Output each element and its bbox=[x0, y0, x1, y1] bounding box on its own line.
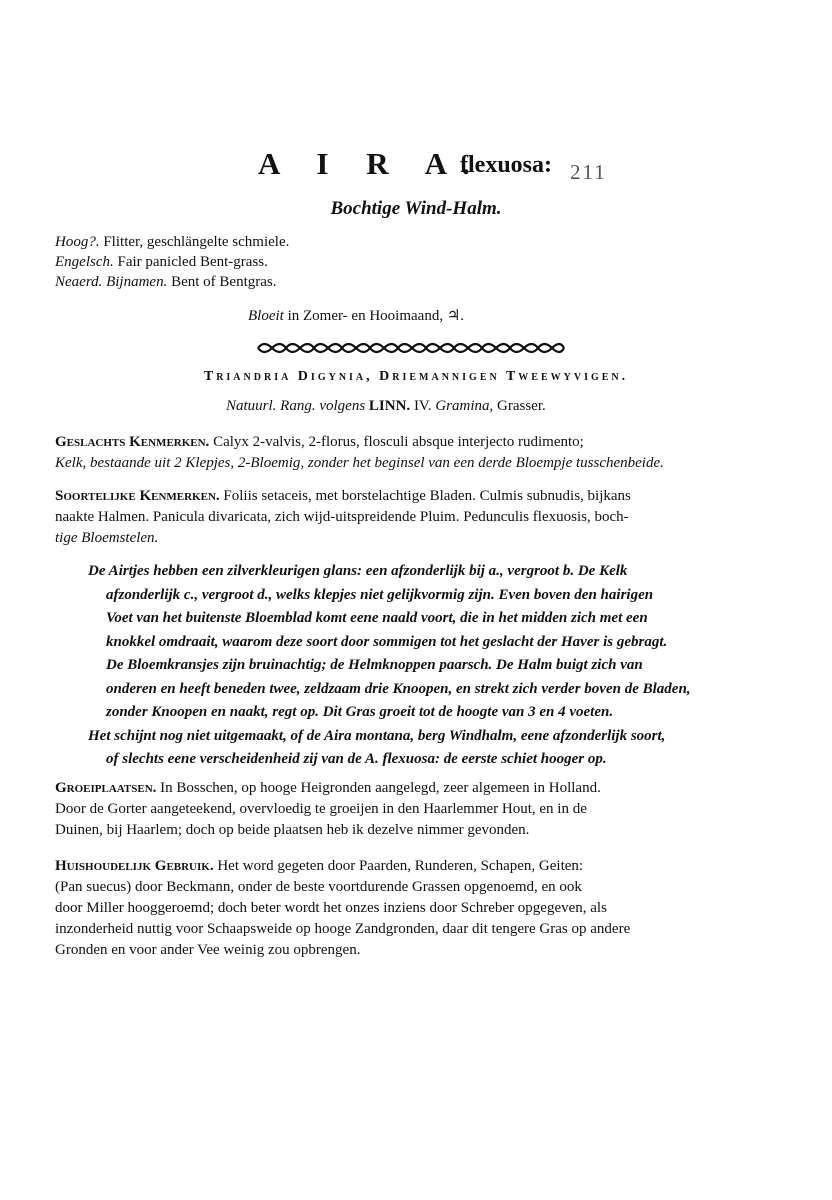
species-description bbox=[88, 560, 766, 772]
author-name: LINN. bbox=[368, 398, 411, 414]
description-line: De Bloemkransjes zijn bruinachtig; de Helmknoppen paarsch. De Halm buigt zich van bbox=[106, 657, 643, 673]
section-label: Groeiplaatsen. bbox=[55, 780, 157, 796]
common-names-list bbox=[55, 232, 289, 292]
ornament-divider bbox=[256, 338, 566, 358]
genus-name: A I R A. bbox=[258, 146, 485, 181]
paragraph-line: Het word gegeten door Paarden, Runderen, Schapen, Geiten: bbox=[217, 858, 584, 874]
common-name-text: Bent of Bentgras. bbox=[171, 274, 277, 290]
section-label: Huishoudelijk Gebruik. bbox=[55, 858, 214, 874]
common-name-row bbox=[55, 252, 289, 272]
description-line: Het schijnt nog niet uitgemaakt, of de Aira montana, berg Windhalm, eene afzonderlijk soort, bbox=[88, 727, 666, 744]
common-name-row bbox=[55, 232, 289, 252]
household-use-section bbox=[55, 856, 767, 961]
paragraph-line: door Miller hooggeroemd; doch beter wordt het onzes inziens door Schreber opgegeven, als bbox=[55, 900, 607, 916]
description-line: knokkel omdraait, waarom deze soort door sommigen tot het geslacht der Haver is gebragt. bbox=[106, 633, 668, 650]
paragraph-line: In Bosschen, op hooge Heigronden aangelegd, zeer algemeen in Holland. bbox=[160, 780, 601, 796]
species-characters bbox=[55, 486, 767, 549]
language-label: Engelsch. bbox=[55, 254, 114, 270]
natural-order-prefix: Natuurl. Rang. volgens bbox=[226, 398, 366, 414]
paragraph-line: Duinen, bij Haarlem; doch op beide plaatsen heb ik dezelve nimmer gevonden. bbox=[55, 822, 530, 838]
description-line: of slechts eene verscheidenheid zij van de A. flexuosa: de eerste schiet hooger op. bbox=[106, 751, 607, 767]
language-label: Hoog?. bbox=[55, 234, 100, 250]
genus-characters bbox=[55, 432, 767, 474]
natural-order bbox=[226, 398, 546, 415]
paragraph-line: Gronden en voor ander Vee weinig zou opbrengen. bbox=[55, 942, 361, 958]
section-label: Geslachts Kenmerken. bbox=[55, 434, 210, 450]
natural-order-number: IV. bbox=[413, 398, 432, 414]
description-line: onderen en heeft beneden twee, zeldzaam drie Knoopen, en strekt zich verder boven de Bladen, bbox=[106, 680, 691, 697]
natural-order-group-dutch: Grasser. bbox=[497, 398, 546, 414]
bloom-months: in Zomer- en Hooimaand, bbox=[287, 308, 444, 324]
description-line: afzonderlijk c., vergroot d., welks klepjes niet gelijkvormig zijn. Even boven den hairigen bbox=[106, 586, 654, 603]
common-name-text: Flitter, geschlängelte schmiele. bbox=[103, 234, 290, 250]
common-name-text: Fair panicled Bent-grass. bbox=[117, 254, 268, 270]
paragraph-line: Kelk, bestaande uit 2 Klepjes, 2-Bloemig, zonder het beginsel van een derde Bloempje tusschenbeide. bbox=[55, 455, 664, 471]
dutch-name-subtitle: Bochtige Wind-Halm. bbox=[330, 198, 502, 219]
description-line: De Airtjes hebben een zilverkleurigen glans: een afzonderlijk bij a., vergroot b. De Kelk bbox=[88, 563, 628, 579]
common-name-row bbox=[55, 272, 289, 292]
habitat-section bbox=[55, 778, 767, 841]
perennial-symbol: ♃. bbox=[446, 308, 465, 324]
page-number: 211 bbox=[570, 160, 607, 184]
paragraph-line: (Pan suecus) door Beckmann, onder de beste voortdurende Grassen opgenoemd, en ook bbox=[55, 879, 582, 895]
bloom-period bbox=[248, 306, 464, 325]
paragraph-line: Foliis setaceis, met borstelachtige Bladen. Culmis subnudis, bijkans bbox=[223, 488, 631, 504]
description-line: zonder Knoopen en naakt, regt op. Dit Gras groeit tot de hoogte van 3 en 4 voeten. bbox=[106, 704, 614, 720]
language-label: Neaerd. Bijnamen. bbox=[55, 274, 168, 290]
paragraph-line: Door de Gorter aangeteekend, overvloedig te groeijen in den Haarlemmer Hout, en in de bbox=[55, 801, 587, 817]
description-line: Voet van het buitenste Bloemblad komt eene naald voort, die in het midden zich met een bbox=[106, 610, 648, 626]
page-heading bbox=[0, 146, 832, 194]
paragraph-line: inzonderheid nuttig voor Schaapsweide op hooge Zandgronden, daar dit tengere Gras op andere bbox=[55, 921, 631, 937]
paragraph-line: tige Bloemstelen. bbox=[55, 530, 159, 546]
paragraph-line: Calyx 2-valvis, 2-florus, flosculi absque interjecto rudimento; bbox=[213, 434, 584, 450]
section-label: Soortelijke Kenmerken. bbox=[55, 488, 220, 504]
paragraph-line: naakte Halmen. Panicula divaricata, zich wijd-uitspreidende Pluim. Pedunculis flexuosis, boch- bbox=[55, 509, 629, 525]
bloom-verb: Bloeit bbox=[248, 308, 284, 324]
species-name: flexuosa: bbox=[460, 152, 552, 178]
natural-order-group: Gramina, bbox=[435, 398, 494, 414]
linnaean-classification: Triandria Digynia, Driemannigen Tweewyvigen. bbox=[203, 369, 629, 384]
